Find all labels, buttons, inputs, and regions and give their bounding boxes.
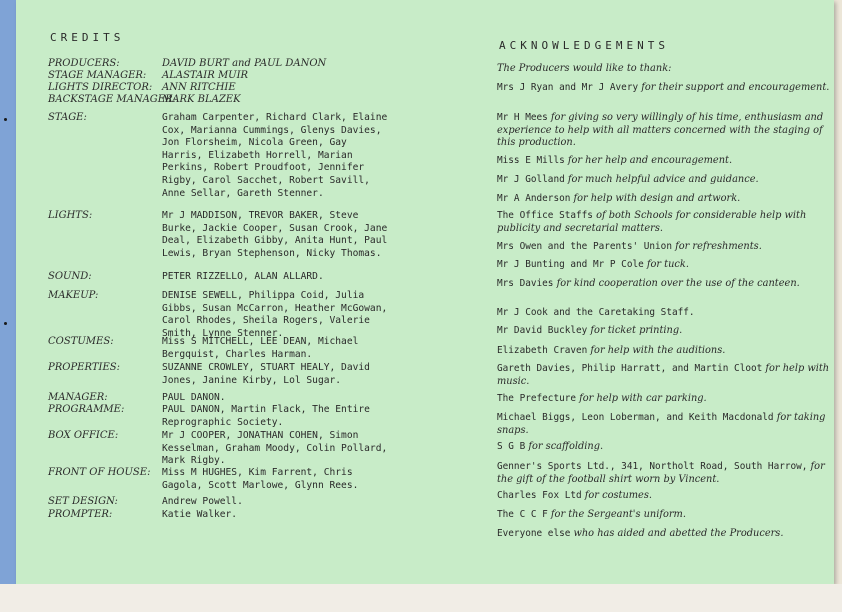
credit-role: LIGHTS DIRECTOR:: [48, 82, 153, 93]
ack-item: [497, 345, 833, 358]
ack-reason: for the Sergeant's uniform.: [547, 509, 686, 520]
ack-name: Mr J Bunting and Mr P Cole: [497, 259, 644, 270]
ack-item: [497, 155, 833, 168]
ack-name: Mrs Davies: [497, 278, 554, 289]
credit-role: MAKEUP:: [48, 290, 99, 301]
ack-item: [497, 412, 833, 437]
ack-name: Elizabeth Craven: [497, 345, 588, 356]
ack-name: The Office Staffs: [497, 210, 593, 221]
credit-names: Miss S MITCHELL, LEE DEAN, Michael Bergquist, Charles Harman.: [162, 336, 359, 360]
ack-item: [497, 509, 833, 522]
ack-name: The Prefecture: [497, 393, 577, 404]
ack-intro: The Producers would like to thank:: [497, 63, 672, 74]
ack-name: Genner's Sports Ltd., 341, Northolt Road, South Harrow,: [497, 461, 808, 472]
credit-names: Mr J COOPER, JONATHAN COHEN, Simon Kesselman, Graham Moody, Colin Pollard, Mark Rigby.: [162, 430, 388, 467]
ack-item: [497, 82, 833, 95]
ack-name: Mrs Owen and the Parents' Union: [497, 241, 672, 252]
credit-role: PRODUCERS:: [48, 58, 120, 69]
ack-item: [497, 363, 833, 388]
ack-name: S G B: [497, 441, 526, 452]
credits-title: CREDITS: [50, 31, 125, 44]
credit-role: LIGHTS:: [48, 210, 93, 221]
credit-role: STAGE MANAGER:: [48, 70, 147, 81]
credit-role: SET DESIGN:: [48, 496, 118, 507]
credit-role: PROPERTIES:: [48, 362, 120, 373]
credit-names: ANN RITCHIE: [162, 82, 236, 93]
ack-name: Michael Biggs, Leon Loberman, and Keith Macdonald: [497, 412, 774, 423]
ack-reason: for help with design and artwork.: [570, 193, 741, 204]
credit-names: Graham Carpenter, Richard Clark, Elaine Cox, Marianna Cummings, Glenys Davies, Jon Florsheim, Nicola Green, Gay Harris, Elizabeth Horrell, Marian Perkins, Robert Proudfoot, Jennifer Rigby, Carol Sacchet, Robert Savill, Anne Sellar, Gareth Stenner.: [162, 112, 388, 199]
ack-reason: for help with music.: [497, 363, 830, 387]
credit-role: COSTUMES:: [48, 336, 114, 347]
credit-role: BACKSTAGE MANAGER:: [48, 94, 176, 105]
ack-reason: who has aided and abetted the Producers.: [570, 528, 784, 539]
ack-item: [497, 307, 833, 320]
ack-reason: for help with car parking.: [576, 393, 707, 404]
punch-mark: [4, 322, 7, 325]
ack-reason: for tuck.: [643, 259, 689, 270]
ack-name: The C C F: [497, 509, 548, 520]
credit-names: DENISE SEWELL, Philippa Coid, Julia Gibbs, Susan McCarron, Heather McGowan, Carol Rhodes, Sheila Rogers, Valerie Smith, Lynne Stenner.: [162, 290, 388, 339]
ack-item: [497, 210, 833, 235]
ack-item: [497, 278, 833, 291]
ack-reason: for help with the auditions.: [587, 345, 726, 356]
ack-name: Charles Fox Ltd: [497, 490, 582, 501]
ack-name: Mr H Mees: [497, 112, 548, 123]
ack-reason: for costumes.: [581, 490, 652, 501]
credit-names: Miss M HUGHES, Kim Farrent, Chris Gagola, Scott Marlowe, Glynn Rees.: [162, 467, 359, 491]
ack-reason: for kind cooperation over the use of the canteen.: [553, 278, 800, 289]
credit-role: PROGRAMME:: [48, 404, 125, 415]
credit-names: SUZANNE CROWLEY, STUART HEALY, David Jones, Janine Kirby, Lol Sugar.: [162, 362, 370, 386]
ack-item: [497, 461, 833, 486]
ack-name: Everyone else: [497, 528, 571, 539]
acknowledgements-title: ACKNOWLEDGEMENTS: [499, 39, 669, 52]
ack-name: Miss E Mills: [497, 155, 565, 166]
credit-names: PAUL DANON, Martin Flack, The Entire Reprographic Society.: [162, 404, 370, 428]
ack-reason: for her help and encouragement.: [564, 155, 733, 166]
ack-item: [497, 490, 833, 503]
credit-role: MANAGER:: [48, 392, 108, 403]
ack-name: Mrs J Ryan and Mr J Avery: [497, 82, 639, 93]
credit-names: DAVID BURT and PAUL DANON: [162, 58, 327, 69]
ack-reason: for the gift of the football shirt worn by Vincent.: [497, 461, 825, 485]
ack-reason: of both Schools for considerable help with publicity and secretarial matters.: [497, 210, 807, 234]
ack-reason: for ticket printing.: [587, 325, 683, 336]
ack-item: [497, 259, 833, 272]
credit-names: MARK BLAZEK: [162, 94, 241, 105]
ack-name: Mr J Cook and the Caretaking Staff.: [497, 307, 695, 318]
ack-item: [497, 325, 833, 338]
credit-names: Andrew Powell.: [162, 496, 243, 507]
ack-reason: for much helpful advice and guidance.: [564, 174, 759, 185]
credit-names: ALASTAIR MUIR: [162, 70, 249, 81]
ack-reason: for scaffolding.: [525, 441, 604, 452]
credit-role: SOUND:: [48, 271, 92, 282]
credit-role: FRONT OF HOUSE:: [48, 467, 151, 478]
credit-names: PAUL DANON.: [162, 392, 226, 403]
ack-name: Gareth Davies, Philip Harratt, and Martin Cloot: [497, 363, 763, 374]
ack-item: [497, 528, 833, 541]
credit-names: Katie Walker.: [162, 509, 238, 520]
credit-names: PETER RIZZELLO, ALAN ALLARD.: [162, 271, 324, 282]
table-surface: [0, 584, 842, 612]
ack-reason: for refreshments.: [671, 241, 762, 252]
ack-item: [497, 112, 833, 150]
ack-reason: for their support and encouragement.: [638, 82, 830, 93]
ack-name: Mr J Golland: [497, 174, 565, 185]
credit-role: BOX OFFICE:: [48, 430, 119, 441]
ack-item: [497, 393, 833, 406]
credit-role: STAGE:: [48, 112, 87, 123]
ack-item: [497, 193, 833, 206]
ack-name: Mr David Buckley: [497, 325, 588, 336]
ack-item: [497, 441, 833, 454]
ack-item: [497, 241, 833, 254]
ack-name: Mr A Anderson: [497, 193, 571, 204]
punch-mark: [4, 118, 7, 121]
ack-reason: for taking snaps.: [497, 412, 826, 436]
credit-role: PROMPTER:: [48, 509, 113, 520]
ack-item: [497, 174, 833, 187]
credit-names: Mr J MADDISON, TREVOR BAKER, Steve Burke, Jackie Cooper, Susan Crook, Jane Deal, Elizabeth Gibby, Anita Hunt, Paul Lewis, Bryan Stephenson, Nicky Thomas.: [162, 210, 388, 259]
ack-reason: for giving so very willingly of his time, enthusiasm and experience to help with all matters concerned with the staging of this production.: [497, 112, 824, 149]
